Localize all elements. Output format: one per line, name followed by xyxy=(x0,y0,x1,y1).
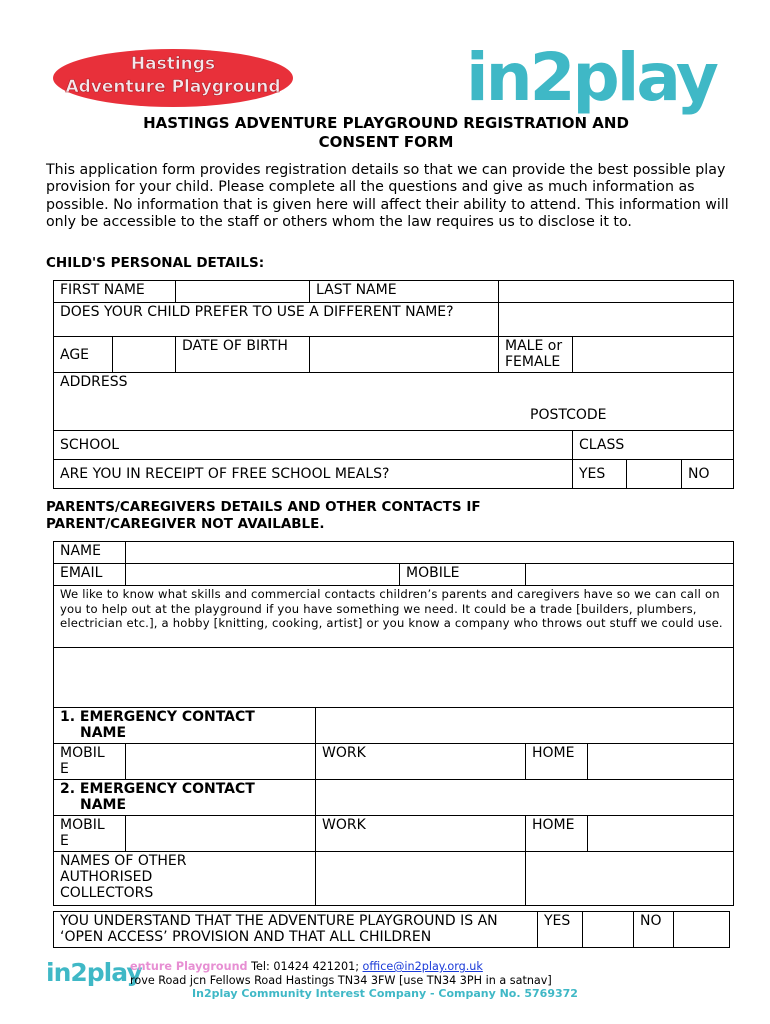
authorised-collectors-field-2[interactable] xyxy=(526,852,734,906)
address-label: ADDRESS xyxy=(60,374,128,390)
first-name-field[interactable] xyxy=(176,281,310,303)
footer-company: In2play Community Interest Company - Company No. 5769372 xyxy=(192,987,578,1000)
open-access-consent-label: YOU UNDERSTAND THAT THE ADVENTURE PLAYGROUND IS AN ‘OPEN ACCESS’ PROVISION AND THAT ALL CHILDREN xyxy=(54,912,538,948)
ec2-home-label: HOME xyxy=(526,816,588,852)
age-label: AGE xyxy=(54,337,113,373)
emergency-contact-1-field[interactable] xyxy=(316,708,734,744)
intro-paragraph: This application form provides registration details so that we can provide the best possible play provision for your child. Please complete all the questions and give as much information as possible. No information that is given here will affect their ability to attend. This information will only be accessible to the staff or others whom the law requires us to disclose it to. xyxy=(46,162,729,230)
last-name-label: LAST NAME xyxy=(310,281,499,303)
ec1-work-label: WORK xyxy=(316,744,526,780)
footer-in2play-logo xyxy=(46,956,142,988)
ec1-home-field[interactable] xyxy=(588,744,734,780)
parent-name-label: NAME xyxy=(54,542,126,564)
footer-contact-line xyxy=(130,960,483,973)
ec2-work-label: WORK xyxy=(316,816,526,852)
logo-text-line2: Adventure Playground xyxy=(65,77,281,97)
first-name-label: FIRST NAME xyxy=(54,281,176,303)
class-label: CLASS xyxy=(573,431,734,460)
free-meals-yes-box[interactable] xyxy=(627,460,682,489)
in2play-logo xyxy=(462,39,724,118)
hastings-adventure-playground-logo xyxy=(52,48,294,108)
parent-email-label: EMAIL xyxy=(54,564,126,586)
logo-text-line1: Hastings xyxy=(130,54,216,74)
address-field[interactable] xyxy=(54,373,734,431)
dob-label: DATE OF BIRTH xyxy=(176,337,310,373)
free-meals-label: ARE YOU IN RECEIPT OF FREE SCHOOL MEALS? xyxy=(54,460,573,489)
parent-mobile-field[interactable] xyxy=(526,564,734,586)
parent-email-field[interactable] xyxy=(126,564,400,586)
emergency-contact-1-label: 1. EMERGENCY CONTACT NAME xyxy=(54,708,316,744)
parents-heading: PARENTS/CAREGIVERS DETAILS AND OTHER CONTACTS IF PARENT/CAREGIVER NOT AVAILABLE. xyxy=(46,499,481,532)
emergency-contact-2-field[interactable] xyxy=(316,780,734,816)
skills-description: We like to know what skills and commercial contacts children’s parents and caregivers have so we can call on you to help out at the playground if you have something we need. It could be a trade [builders, plumbers, electrician etc.], a hobby [knitting, cooking, artist] or you know a company who throws out stuff we could use. xyxy=(54,586,734,648)
dob-field[interactable] xyxy=(310,337,499,373)
footer-address: rove Road jcn Fellows Road Hastings TN34 3FW [use TN34 3PH in a satnav] xyxy=(130,974,552,987)
parent-mobile-label: MOBILE xyxy=(400,564,526,586)
school-label: SCHOOL xyxy=(54,431,573,460)
footer-org-name: enture Playground xyxy=(130,960,248,973)
free-meals-yes-label: YES xyxy=(573,460,627,489)
in2play-logo-text: in2play xyxy=(466,39,716,116)
ec2-mobile-field[interactable] xyxy=(126,816,316,852)
authorised-collectors-label: NAMES OF OTHER AUTHORISED COLLECTORS xyxy=(54,852,316,906)
skills-field[interactable] xyxy=(54,648,734,708)
ec1-mobile-field[interactable] xyxy=(126,744,316,780)
footer-tel: Tel: 01424 421201; xyxy=(247,960,363,973)
parents-details-table xyxy=(53,541,734,906)
ec2-home-field[interactable] xyxy=(588,816,734,852)
parent-name-field[interactable] xyxy=(126,542,734,564)
ec2-mobile-label: MOBIL E xyxy=(54,816,126,852)
footer-logo-text: in2play xyxy=(46,958,142,987)
child-details-heading: CHILD'S PERSONAL DETAILS: xyxy=(46,255,265,271)
child-details-table xyxy=(53,280,734,489)
consent-table xyxy=(53,911,730,948)
prefer-name-label: DOES YOUR CHILD PREFER TO USE A DIFFERENT NAME? xyxy=(54,303,499,337)
last-name-field[interactable] xyxy=(499,281,734,303)
authorised-collectors-field-1[interactable] xyxy=(316,852,526,906)
gender-label: MALE or FEMALE xyxy=(499,337,573,373)
age-field[interactable] xyxy=(113,337,176,373)
prefer-name-field[interactable] xyxy=(499,303,734,337)
gender-field[interactable] xyxy=(573,337,734,373)
consent-yes-box[interactable] xyxy=(583,912,634,948)
postcode-label: POSTCODE xyxy=(530,407,607,423)
footer-email-link[interactable]: office@in2play.org.uk xyxy=(362,960,483,973)
form-title: HASTINGS ADVENTURE PLAYGROUND REGISTRATION AND CONSENT FORM xyxy=(143,114,629,151)
ec1-home-label: HOME xyxy=(526,744,588,780)
free-meals-no-label: NO xyxy=(682,460,734,489)
emergency-contact-2-label: 2. EMERGENCY CONTACT NAME xyxy=(54,780,316,816)
consent-no-box[interactable] xyxy=(674,912,730,948)
ec1-mobile-label: MOBIL E xyxy=(54,744,126,780)
consent-no-label: NO xyxy=(634,912,674,948)
consent-yes-label: YES xyxy=(538,912,583,948)
